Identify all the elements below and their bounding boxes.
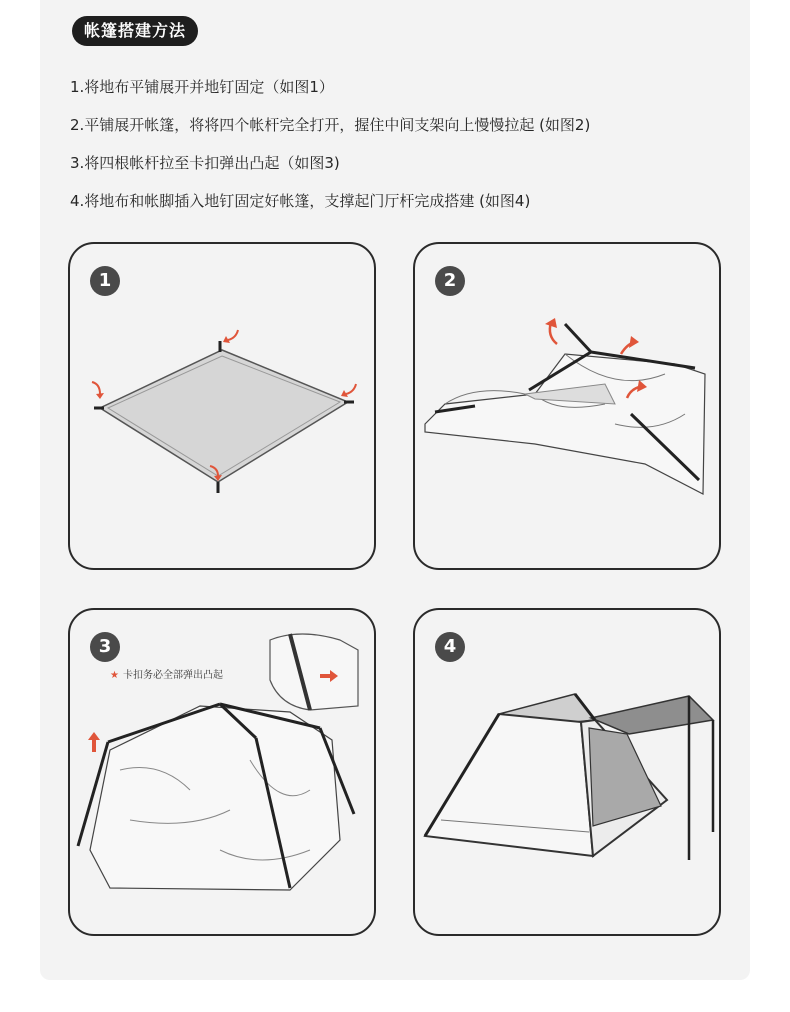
figure-number-badge: 3 bbox=[90, 632, 120, 662]
star-icon: ★ bbox=[110, 670, 119, 681]
figure-number-badge: 2 bbox=[435, 266, 465, 296]
steps-list bbox=[70, 72, 740, 224]
locking-poles-illustration bbox=[70, 610, 374, 934]
figure-number-badge: 4 bbox=[435, 632, 465, 662]
buckle-note-text: 卡扣务必全部弹出凸起 bbox=[122, 670, 223, 681]
page-title: 帐篷搭建方法 bbox=[72, 16, 198, 46]
finished-tent-illustration bbox=[415, 610, 719, 934]
buckle-note bbox=[110, 666, 223, 681]
step-1: 1.将地布平铺展开并地钉固定（如图1） bbox=[70, 78, 334, 96]
raising-frame-illustration bbox=[415, 244, 719, 568]
figure-3-panel bbox=[68, 608, 376, 936]
step-4: 4.将地布和帐脚插入地钉固定好帐篷，支撑起门厅杆完成搭建 (如图4) bbox=[70, 192, 531, 210]
figure-4-panel bbox=[413, 608, 721, 936]
figure-1-panel bbox=[68, 242, 376, 570]
groundsheet-illustration bbox=[70, 244, 374, 568]
step-3: 3.将四根帐杆拉至卡扣弹出凸起（如图3) bbox=[70, 154, 340, 172]
figure-number-badge: 1 bbox=[90, 266, 120, 296]
figure-2-panel bbox=[413, 242, 721, 570]
step-2: 2.平铺展开帐篷，将将四个帐杆完全打开，握住中间支架向上慢慢拉起 (如图2) bbox=[70, 116, 591, 134]
